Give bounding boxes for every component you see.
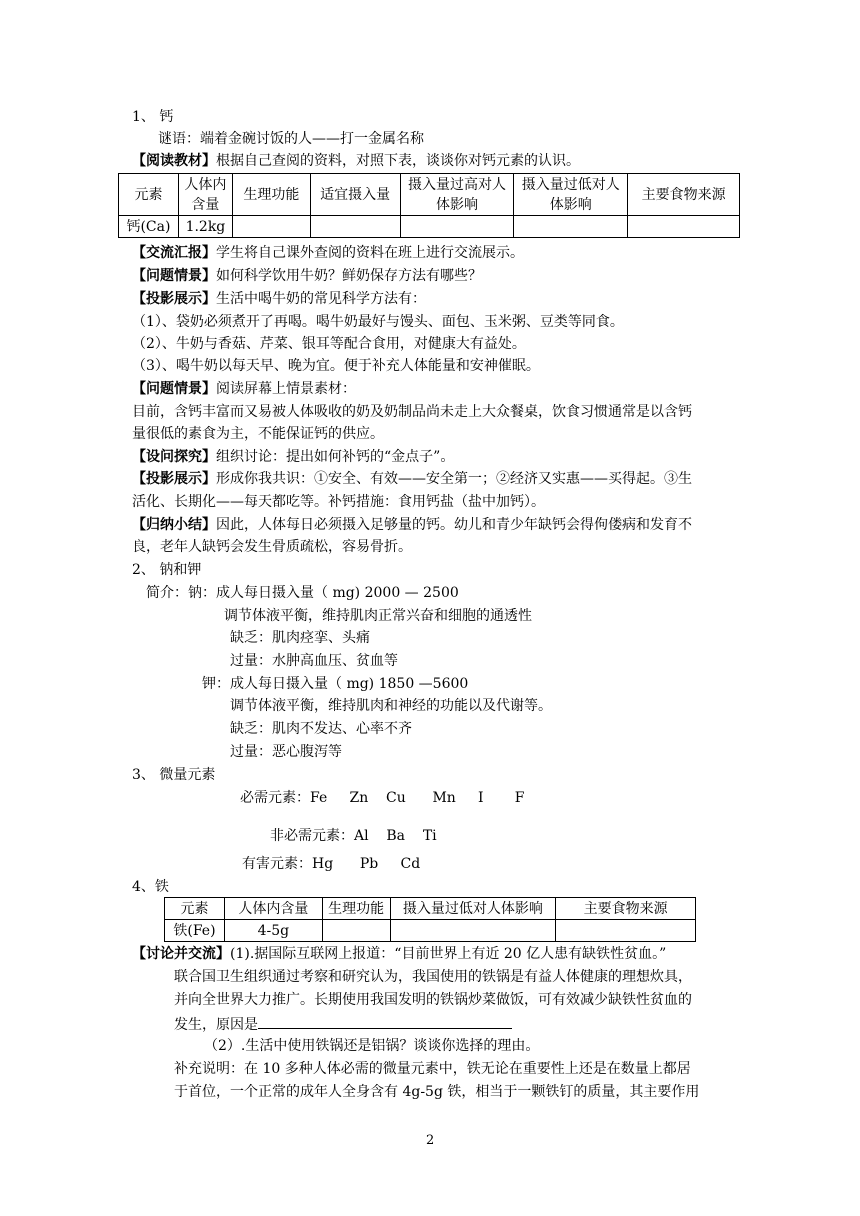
table-cell: 4-5g [224, 920, 322, 942]
harmful-elements: 有害元素：Hg Pb Cd [242, 856, 421, 872]
potassium-excess: 过量：恶心腹泻等 [230, 744, 342, 760]
table-header-cell: 生理功能 [232, 174, 310, 216]
problem-tag: 【问题情景】 [132, 381, 216, 397]
table-header-cell: 人体内含量 [224, 898, 322, 920]
table-cell [628, 216, 740, 238]
discussion-line-3: 并向全世界大力推广。长期使用我国发明的铁锅炒菜做饭，可有效减少缺铁性贫血的 [174, 992, 692, 1008]
scenario-line-1: 目前，含钙丰富而又易被人体吸收的奶及奶制品尚未走上大众餐桌，饮食习惯通常是以含钙 [132, 404, 692, 420]
section1-heading: 1、 钙 [132, 109, 174, 125]
read-text: 根据自己查阅的资料，对照下表，谈谈你对钙元素的认识。 [216, 153, 580, 169]
milk-item-3: （3）、喝牛奶以每天早、晚为宜。便于补充人体能量和安神催眠。 [132, 358, 540, 374]
table-header-cell: 主要食物来源 [556, 898, 696, 920]
exchange-text: 学生将自己课外查阅的资料在班上进行交流展示。 [216, 245, 524, 261]
projection-tag: 【投影展示】 [132, 291, 216, 307]
table-header-cell: 人体内含量 [178, 174, 232, 216]
potassium-function: 调节体液平衡，维持肌肉和神经的功能以及代谢等。 [230, 698, 552, 714]
supplement-line-1: 补充说明：在 10 多种人体必需的微量元素中，铁无论在重要性上还是在数量上都居 [174, 1061, 691, 1077]
summary [132, 516, 692, 534]
projection-tag: 【投影展示】 [132, 471, 216, 487]
problem-text: 阅读屏幕上情景素材： [216, 381, 356, 397]
table-cell [556, 920, 696, 942]
answer-blank[interactable] [258, 1014, 512, 1029]
discussion [132, 945, 666, 963]
table-cell [310, 216, 400, 238]
projection-text: 生活中喝牛奶的常见科学方法有： [216, 291, 426, 307]
inquiry [132, 448, 454, 466]
table-header-cell: 元素 [165, 898, 225, 920]
table-cell [400, 216, 514, 238]
summary-text: 因此，人体每日必须摄入足够量的钙。幼儿和青少年缺钙会得佝偻病和发育不 [216, 517, 692, 533]
reason-prompt: 发生，原因是 [174, 1017, 258, 1033]
potassium-deficiency: 缺乏：肌肉不发达、心率不齐 [230, 721, 412, 737]
table-row [119, 216, 740, 238]
potassium-intake: 钾：成人每日摄入量（ mg) 1850 —5600 [202, 676, 469, 692]
calcium-table [118, 173, 740, 238]
scenario-line-2: 量很低的素食为主，不能保证钙的供应。 [132, 426, 384, 442]
summary-line-2: 良，老年人缺钙会发生骨质疏松，容易骨折。 [132, 539, 412, 555]
calcium-table-header-row [119, 174, 740, 216]
iron-table [164, 897, 696, 942]
essential-elements: 必需元素：Fe Zn Cu Mn I F [240, 790, 525, 806]
table-header-cell: 适宜摄入量 [310, 174, 400, 216]
table-header-cell: 摄入量过低对人体影响 [514, 174, 628, 216]
table-header-cell: 摄入量过低对人体影响 [390, 898, 556, 920]
riddle: 谜语：端着金碗讨饭的人——打一金属名称 [158, 131, 424, 147]
table-cell [322, 920, 390, 942]
table-header-cell: 元素 [119, 174, 179, 216]
exchange-tag: 【交流汇报】 [132, 245, 216, 261]
section3-heading: 3、 微量元素 [132, 767, 216, 783]
supplement-line-2: 于首位，一个正常的成年人全身含有 4g-5g 铁，相当于一颗铁钉的质量，其主要作用 [174, 1084, 700, 1100]
table-cell: 1.2kg [178, 216, 232, 238]
sodium-deficiency: 缺乏：肌肉痉挛、头痛 [230, 630, 370, 646]
table-row [165, 920, 696, 942]
table-cell [232, 216, 310, 238]
nonessential-elements: 非必需元素：Al Ba Ti [270, 828, 437, 844]
section2-heading: 2、 钠和钾 [132, 562, 202, 578]
inquiry-tag: 【设问探究】 [132, 449, 216, 465]
problem-scenario-1 [132, 267, 482, 285]
problem-text: 如何科学饮用牛奶？鲜奶保存方法有哪些？ [216, 268, 482, 284]
table-cell: 钙(Ca) [119, 216, 179, 238]
sodium-intake: 简介：钠：成人每日摄入量（ mg) 2000 — 2500 [146, 585, 459, 601]
iron-table-header-row [165, 898, 696, 920]
problem-scenario-2 [132, 380, 356, 398]
discussion-line-2: 联合国卫生组织通过考察和研究认为，我国使用的铁锅是有益人体健康的理想炊具， [174, 969, 692, 985]
table-header-cell: 主要食物来源 [628, 174, 740, 216]
table-header-cell: 生理功能 [322, 898, 390, 920]
table-cell [390, 920, 556, 942]
milk-item-2: （2）、牛奶与香菇、芹菜、银耳等配合食用，对健康大有益处。 [132, 336, 526, 352]
projection-1 [132, 290, 426, 308]
discussion-line-4 [174, 1014, 512, 1034]
table-cell [514, 216, 628, 238]
summary-tag: 【归纳小结】 [132, 517, 216, 533]
projection-text: 形成你我共识：①安全、有效——安全第一；②经济又实惠——买得起。③生 [216, 471, 692, 487]
table-header-cell: 摄入量过高对人体影响 [400, 174, 514, 216]
read-paragraph [132, 152, 580, 170]
discussion-tag: 【讨论并交流】 [132, 946, 230, 962]
discussion-text: (1).据国际互联网上报道：“目前世界上有近 20 亿人患有缺铁性贫血。” [230, 946, 667, 962]
sodium-function: 调节体液平衡，维持肌肉正常兴奋和细胞的通透性 [224, 608, 532, 624]
table-cell: 铁(Fe) [165, 920, 225, 942]
projection-2 [132, 470, 692, 488]
discussion-question-2: （2）.生活中使用铁锅还是铝锅？谈谈你选择的理由。 [204, 1038, 540, 1054]
section4-heading: 4、铁 [132, 879, 169, 895]
milk-item-1: （1）、袋奶必须煮开了再喝。喝牛奶最好与馒头、面包、玉米粥、豆类等同食。 [132, 314, 624, 330]
inquiry-text: 组织讨论：提出如何补钙的“金点子”。 [216, 449, 455, 465]
problem-tag: 【问题情景】 [132, 268, 216, 284]
read-tag: 【阅读教材】 [132, 153, 216, 169]
sodium-excess: 过量：水肿高血压、贫血等 [230, 653, 398, 669]
projection-2-line-2: 活化、长期化——每天都吃等。补钙措施：食用钙盐（盐中加钙）。 [132, 494, 545, 510]
exchange-report [132, 244, 524, 262]
page-number: 2 [426, 1133, 435, 1148]
